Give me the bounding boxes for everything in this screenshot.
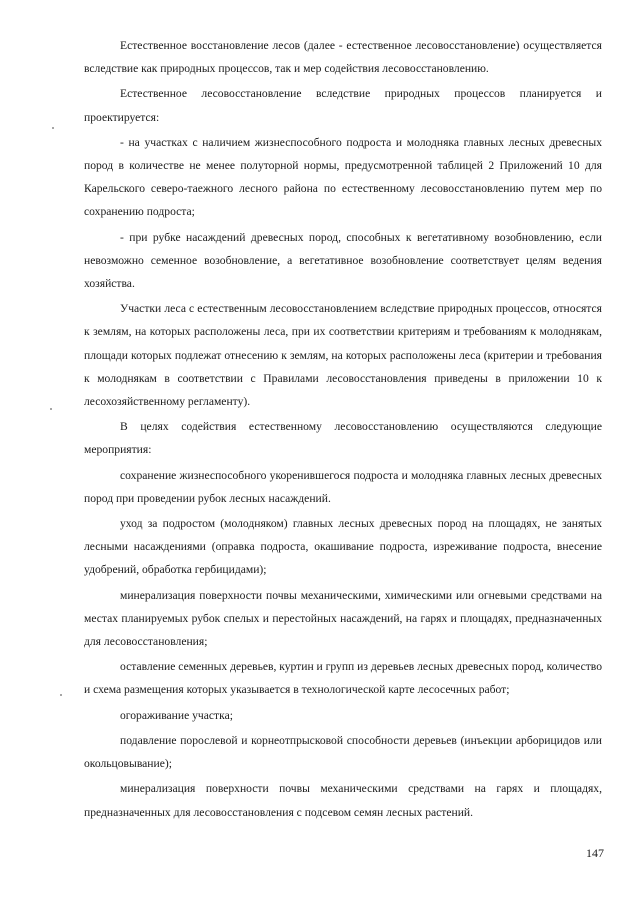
paragraph-measures-intro: В целях содействия естественному лесовосстановлению осуществляются следующие мероприятия: — [84, 420, 602, 457]
scan-dot — [52, 127, 54, 129]
scan-dot — [50, 408, 52, 410]
paragraph-natural-restoration: Естественное восстановление лесов (далее - естественное лесовосстановление) осуществляется вследствие как природных процессов, так и мер содействия лесовосстановлению. — [84, 39, 602, 76]
measure-mineralization-sowing: минерализация поверхности почвы механическими средствами на гарях и площадях, предназначенных для лесовосстановления с подсевом семян лесных растений. — [84, 782, 602, 819]
list-item-undergrowth: - на участках с наличием жизнеспособного подроста и молодняка главных лесных древесных пород в количестве не менее полуторной нормы, предусмотренной таблицей 2 Приложений 10 для Карельского северо-таежного лесного района по естественному лесовосстановлению путем мер по сохранению подроста; — [84, 135, 602, 219]
measure-mineralization: минерализация поверхности почвы механическими, химическими или огневыми средствами на местах планируемых рубок спелых и перестойных насаждений, на гарях и площадях, предназначенных для лесовосстановления; — [84, 588, 602, 649]
measure-care: уход за подростом (молодняком) главных лесных древесных пород на площадях, не занятых лесными насаждениями (оправка подроста, окашивание подроста, изреживание подроста, внесение удобрений, обработка гербицидами); — [84, 517, 602, 577]
list-item-vegetative: - при рубке насаждений древесных пород, способных к вегетативному возобновлению, если невозможно семенное возобновление, а вегетативное возобновление соответствует целям ведения хозяйства. — [84, 230, 602, 291]
measure-seed-trees: оставление семенных деревьев, куртин и групп из деревьев лесных древесных пород, количество и схема размещения которых указывается в технологической карте лесосечных работ; — [84, 660, 602, 697]
paragraph-forest-land: Участки леса с естественным лесовосстановлением вследствие природных процессов, относятся к землям, на которых расположены леса, при их соответствии критериям и требованиям к молоднякам, площади которых подлежат отнесению к землям, на которых расположены леса (критерии и требования к молоднякам в соответствии с Правилами лесовосстановления приведены в приложении 10 к лесохозяйственному регламенту). — [84, 302, 602, 409]
measure-fencing: огораживание участка; — [120, 708, 233, 722]
measure-suppression: подавление порослевой и корнеотпрысковой способности деревьев (инъекции арборицидов или окольцовывание); — [84, 733, 602, 771]
page-number: 147 — [586, 846, 604, 860]
paragraph-planning-intro: Естественное лесовосстановление вследствие природных процессов планируется и проектируется: — [84, 87, 602, 124]
scan-dot — [60, 694, 62, 696]
measure-preservation: сохранение жизнеспособного укоренившегося подроста и молодняка главных лесных древесных пород при проведении рубок лесных насаждений. — [84, 468, 602, 505]
body-text — [84, 34, 602, 826]
